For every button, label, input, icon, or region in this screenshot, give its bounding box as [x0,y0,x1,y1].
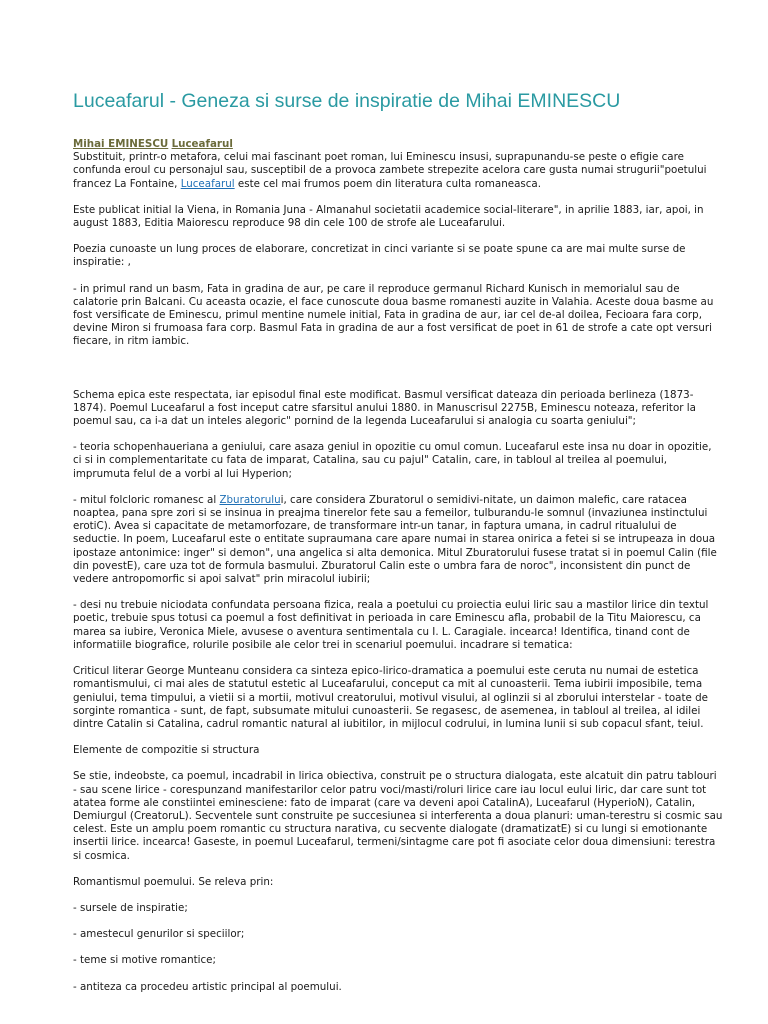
paragraph-schema: Schema epica este respectata, iar episodul final este modificat. Basmul versificat dateaza din perioada berlineza (1873-1874). Poemul Luceafarul a fost inceput catre sfarsitul anului 1880. in Manuscrisul 2275B, Eminescu noteaza, referitor la poemul sau, ca i-a dat un inteles alegoric" pornind de la legenda Luceafarului si analogia cu soarta geniului"; [73,388,696,428]
paragraph-text: este cel mai frumos poem din literatura culta romaneasca. [234,177,541,190]
page-title: Luceafarul - Geneza si surse de inspiratie de Mihai EMINESCU [73,90,621,112]
paragraph-text: i, care considera Zburatorul o semidivi-nitate, un daimon malefic, care ratacea noaptea, pana spre zori si se insinua in preajma tinerelor fete sau a femeilor, tulburandu-le somnul (invaziunea instinctului erotiC). Avea si capacitate de metamorfozare, de transformare intr-un tanar, in faptura umana, in cadrul ritualului de seductie. In poem, Luceafarul este o entitate supraumana care apare numai in starea onirica a fetei si se intrupeaza in doua ipostaze antonimice: inger" si demon", una angelica si alta demonica. Mitul Zburatorului fusese tratat si in poemul Calin (file din povestE), care uza tot de formula basmului. Zburatorul Calin este o umbra fara de noroc", inconsistent din punct de vedere antropomorfic si apoi salvat" prin miracolul iubirii; [73,493,717,586]
paragraph-intro [73,151,723,191]
byline [73,138,723,151]
list-item: - antiteza ca procedeu artistic principal al poemului. [73,980,342,993]
paragraph-text: - mitul folcloric romanesc al [73,493,220,506]
paragraph-sources: Poezia cunoaste un lung proces de elaborare, concretizat in cinci variante si se poate spune ca are mai multe surse de inspiratie: , [73,243,686,269]
paragraph-romanticism: Romantismul poemului. Se releva prin: [73,875,274,888]
paragraph-basm: - in primul rand un basm, Fata in gradina de aur, pe care il reproduce germanul Richard Kunisch in memorialul sau de calatorie prin Balcani. Cu aceasta ocazie, el face cunoscute doua basme romanesti auzite in Valahia. Aceste doua basme au fost versificate de Eminescu, primul mentine numele initial, Fata in gradina de aur, iar cel de-al doilea, Fecioara fara corp, devine Miron si frumoasa fara corp. Basmul Fata in gradina de aur a fost versificat de poet in 61 de strofe a cate opt versuri fiecare, in ritm iambic. [73,282,714,348]
paragraph-biography: - desi nu trebuie niciodata confundata persoana fizica, reala a poetului cu proiectia eului liric sau a mastilor lirice din textul poetic, trebuie spus totusi ca poemul a fost definitivat in perioada in care Eminescu afla, probabil de la Titu Maiorescu, ca marea sa iubire, Veronica Miele, avusese o aventura sentimentala cu I. L. Caragiale. incearca! Identifica, tinand cont de informatiile biografice, rolurile posibile ale celor trei in scenariul poemului. incadrare si tematica: [73,599,709,651]
paragraph-zburator [73,494,723,586]
article-body [73,138,723,1007]
list-item: - teme si motive romantice; [73,954,216,967]
list-item: - sursele de inspiratie; [73,901,188,914]
zburatorul-link[interactable]: Zburatorulu [219,493,281,506]
paragraph-critic: Criticul literar George Munteanu considera ca sinteza epico-lirico-dramatica a poemului este ceruta nu numai de estetica romantismului, ci mai ales de statutul estetic al Luceafarului, conceput ca mit al cunoasterii. Tema iubirii imposibile, tema geniului, tema timpului, a vietii si a mortii, motivul creatorului, motivul visului, al oglinzii si al zborului interstelar - toate de sorginte romantica - sunt, de fapt, subsumate mitului cunoasterii. Se regasesc, de asemenea, in tabloul al treilea, al idilei dintre Catalin si Catalina, cadrul romantic natural al iubitilor, in mijlocul codrului, in lumina lunii si sub copacul sfant, teiul. [73,665,708,730]
paragraph-publication: Este publicat initial la Viena, in Romania Juna - Almanahul societatii academice social-literare", in aprilie 1883, iar, apoi, in august 1883, Editia Maiorescu reproduce 98 din cele 100 de strofe ale Luceafarului. [73,203,704,230]
paragraph-structure: Se stie, indeobste, ca poemul, incadrabil in lirica obiectiva, construit pe o structura dialogata, este alcatuit din patru tablouri - sau scene lirice - corespunzand manifestarilor celor patru voci/masti/roluri lirice care iau locul eului liric, dar care sunt tot atatea forme ale constiintei eminesciene: fato de imparat (care va deveni apoi CatalinA), Luceafarul (HyperioN), Catalin, Demiurgul (CreatoruL). Secventele sunt construite pe succesiunea si interferenta a doua planuri: uman-terestru si cosmic sau celest. Este un amplu poem romantic cu structura narativa, cu secvente dialogate (dramatizatE) si cu lungi si emotionante insertii lirice. incearca! Gaseste, in poemul Luceafarul, termeni/sintagme care pot fi asociate celor doua dimensiuni: terestra si cosmica. [73,770,723,862]
section-heading-composition: Elemente de compozitie si structura [73,744,260,757]
paragraph-schopenhauer: - teoria schopenhaueriana a geniului, care asaza geniul in opozitie cu omul comun. Luceafarul este insa nu doar in opozitie, ci si in complementaritate cu fata de imparat, Catalina, sau cu pajul" Catalin, care, in tabloul al treilea al poemului, imprumuta felul de a vorbi al lui Hyperion; [73,441,712,480]
list-item: - amestecul genurilor si speciilor; [73,928,245,941]
work-link[interactable]: Luceafarul [171,138,233,150]
author-link[interactable]: Mihai EMINESCU [73,138,169,150]
luceafarul-link[interactable]: Luceafarul [180,177,235,190]
paragraph-text: Substituit, printr-o metafora, celui mai fascinant poet roman, lui Eminescu insusi, suprapunandu-se peste o efigie care confunda eroul cu personajul sau, susceptibil de a provoca zambete strepezite acelora care gusta numai strugurii"poetului francez La Fontaine, [73,151,707,190]
